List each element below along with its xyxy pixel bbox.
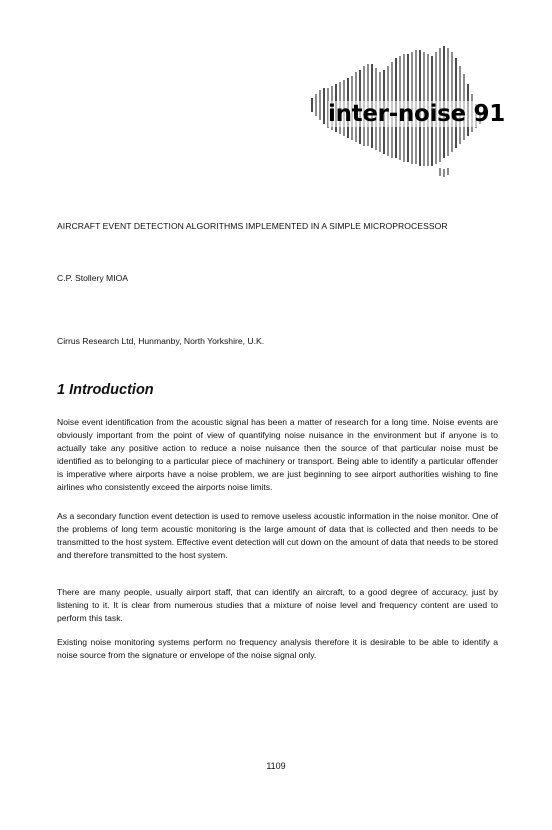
author-name: C.P. Stollery MIOA [57,273,128,283]
page-number: 1109 [266,761,286,771]
body-paragraph: Noise event identification from the acoustic signal has been a matter of research for a long time. Noise events are obviously important from the point of view of quantifying noise nuisance in the environment but if anyone is to actually take any positive action to reduce a noise nuisance then the source of that particular noise must be identified as to belonging to a particular piece of machinery or transport. Being able to identify a particular offender is imperative where airports have a noise problem, we are just beginning to see airport authorities wishing to fine airlines who consistently exceed the airports noise limits. [57,417,498,492]
section-heading: 1 Introduction [57,382,154,398]
author-affiliation: Cirrus Research Ltd, Hunmanby, North Yorkshire, U.K. [57,336,265,346]
body-paragraph: Existing noise monitoring systems perform no frequency analysis therefore it is desirable to be able to identify a noise source from the signature or envelope of the noise signal only. [57,637,498,660]
body-paragraph: As a secondary function event detection is used to remove useless acoustic information in the noise monitor. One of the problems of long term acoustic monitoring is the large amount of data that is collected and then needs to be transmitted to the host system. Effective event detection will cut down on the amount of data that needs to be stored and therefore transmitted to the host system. [57,511,498,560]
conference-logo-text: inter-noise 91 [328,101,505,127]
paper-title: AIRCRAFT EVENT DETECTION ALGORITHMS IMPLEMENTED IN A SIMPLE MICROPROCESSOR [57,221,448,231]
body-paragraph: There are many people, usually airport staff, that can identify an aircraft, to a good degree of accuracy, just by listening to it. It is clear from numerous studies that a mixture of noise level and frequency content are used to perform this task. [57,587,498,623]
